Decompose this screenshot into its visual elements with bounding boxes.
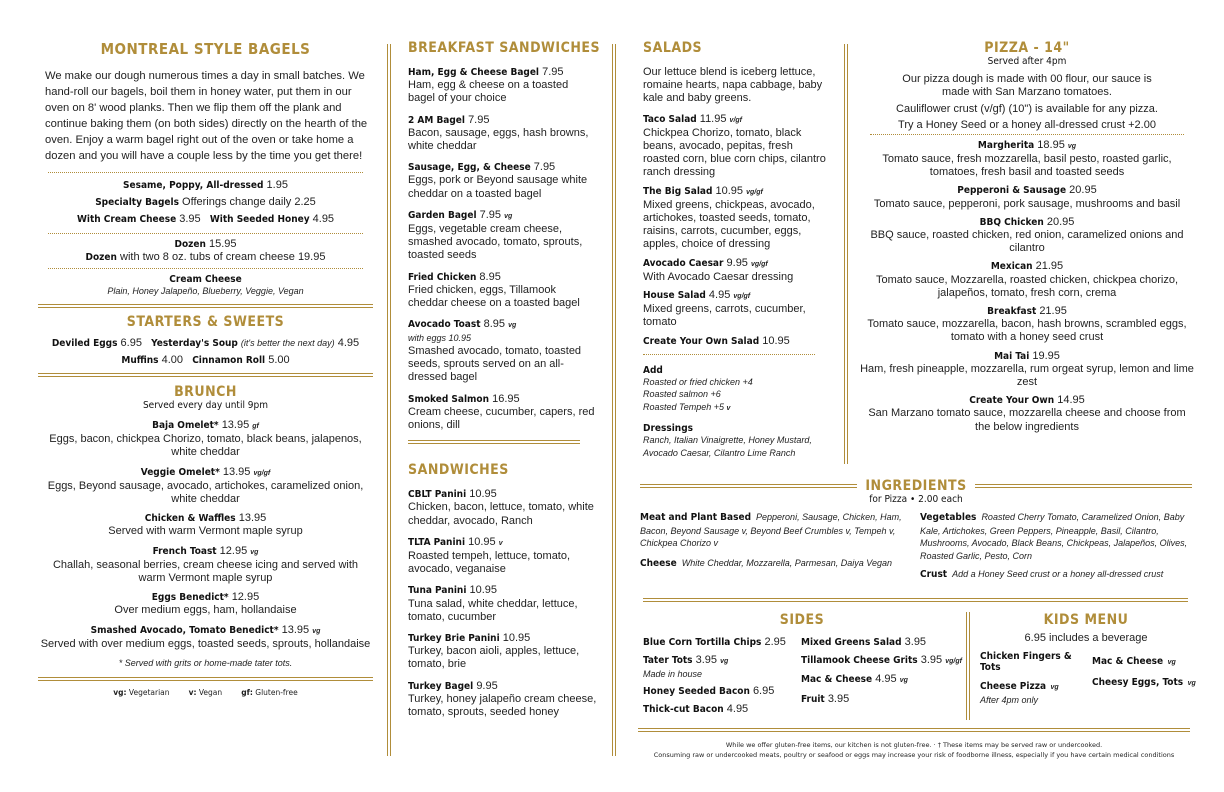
item-header [643,257,829,271]
brunch-list [38,419,373,651]
item-description: Eggs, Beyond sausage, avocado, artichokes, caramelized onion, white cheddar [47,479,364,505]
item-header [860,350,1194,363]
bagel-name: Dozen [174,238,206,250]
diet-tag: vg [1067,142,1077,150]
kids-item: Mac & Cheese [1092,656,1164,668]
price: 19.95 [297,250,326,263]
footer [638,740,1190,760]
price: 7.95 [542,66,564,78]
bagel-name: Dozen [85,251,117,263]
bagel-name: Specialty Bagels [95,197,179,209]
price: 13.95 [222,465,251,478]
salads-title: SALADS [643,40,703,56]
dotted-rule [48,233,363,234]
side-name: Tater Tots [643,655,693,667]
item-header [643,335,829,348]
menu-item [408,393,598,433]
item-description: Mixed greens, chickpeas, avocado, artichokes, toasted seeds, tomato, raisins, carrots, cucumber, eggs, apples, choice of dressing [643,198,815,251]
sandwiches-title: SANDWICHES [408,462,509,479]
price: 10.95 [468,535,496,548]
price: 8.95 [479,270,501,283]
item-header [408,632,598,645]
bagels-title: MONTREAL STYLE BAGELS [100,40,311,58]
ingredient-group: Cheese [640,557,677,569]
menu-item [38,419,373,460]
breakfast-sandwiches-list [408,66,598,432]
double-rule [640,484,857,488]
menu-item [643,185,829,252]
tag: vg [1050,684,1059,692]
price: 4.95 [875,673,897,686]
price: 9.95 [476,679,498,692]
pizza-title: PIZZA - 14" [984,40,1070,56]
item-name: French Toast [152,545,217,557]
column-pizza [860,40,1194,439]
side-name: Fruit [801,693,825,705]
kids-title: KIDS MENU [1043,612,1129,628]
side-name: Honey Seeded Bacon [643,685,750,697]
double-rule [38,304,373,308]
note: Made in house [643,669,703,680]
menu-item [643,335,829,348]
price: 20.95 [1046,215,1075,228]
cream-cheese-title: Cream Cheese [169,274,242,286]
double-rule [975,484,1192,488]
item-header [408,66,598,79]
price: 20.95 [1069,184,1097,197]
column-salads [643,40,829,460]
price: 1.95 [266,179,288,191]
pizza-intro: Cauliflower crust (v/gf) (10") is available for any pizza. [896,103,1158,116]
menu-item [860,260,1194,300]
price: 9.95 [726,256,748,269]
ingredients-subtitle: for Pizza • 2.00 each [869,494,963,505]
menu-item [38,466,373,507]
menu-item [860,305,1194,345]
price: 12.95 [231,591,260,604]
menu-item [408,584,598,624]
item-extra: with eggs 10.95 [408,333,472,344]
item-description: Smashed avocado, tomato, toasted seeds, sprouts served on an all-dressed bagel [408,344,582,384]
item-name: Cinnamon Roll [192,354,266,366]
item-name: 2 AM Bagel [408,114,465,126]
item-name: Mexican [990,261,1033,273]
item-description: Cream cheese, cucumber, capers, red onions, dill [408,405,595,431]
price: 13.95 [221,418,250,431]
item-name: Avocado Caesar [643,257,724,269]
ingredient-list: Add a Honey Seed crust or a honey all-dressed crust [952,569,1164,579]
ingredient-group: Meat and Plant Based [640,512,752,523]
tag: vg/gf [945,658,962,666]
item-header [643,113,829,127]
item-header [408,680,598,693]
item-name: Veggie Omelet* [140,466,220,478]
pizza-list [860,139,1194,434]
item-name: Avocado Toast [408,319,481,331]
item-header [408,114,598,127]
side-name: Blue Corn Tortilla Chips [643,637,762,648]
desc: Offerings change daily [182,196,292,209]
cream-cheese-flavors: Plain, Honey Jalapeño, Blueberry, Veggie, Vegan [107,286,304,297]
price: 13.95 [281,623,310,636]
price: 6.95 [120,336,142,349]
sides-title: SIDES [779,612,825,628]
bagel-name: With Cream Cheese [76,214,177,226]
diet-tag: v/gf [729,116,742,124]
bagel-name: With Seeded Honey [209,214,310,226]
double-rule [643,598,1188,602]
price: 4.95 [337,336,360,349]
item-name: Breakfast [987,306,1037,318]
item-description: Challah, seasonal berries, cream cheese icing and served with warm Vermont maple syrup [52,558,359,584]
item-name: House Salad [643,290,706,302]
price: 4.95 [312,213,335,226]
menu-item [860,350,1194,390]
starters-title: STARTERS & SWEETS [126,313,285,330]
item-description: Ham, fresh pineapple, mozzarella, rum orgeat syrup, lemon and lime zest [860,362,1194,389]
legend: vg: Vegetarian v: Vegan gf: Gluten-free [113,688,298,698]
divider [966,612,970,720]
item-name: Chicken & Waffles [144,513,236,525]
item-description: Eggs, vegetable cream cheese, smashed avocado, tomato, sprouts, toasted seeds [408,223,583,262]
item-name: Fried Chicken [408,271,477,283]
kids-item: Cheese Pizza [980,681,1047,693]
pizza-intro: Our pizza dough is made with 00 flour, our sauce is made with San Marzano tomatoes. [902,73,1152,99]
price: 6.95 [752,684,775,697]
menu-item [38,545,373,586]
menu-item [38,591,373,617]
item-name: Mai Tai [994,350,1030,362]
ingredient-list: Pepperoni, Sausage, Chicken, Ham, Bacon, Beyond Sausage v, Beyond Beef Crumbles v, Tempeh v, Chickpea Chorizo v [640,512,902,548]
menu-item [408,488,598,528]
item-description: Turkey, bacon aioli, apples, lettuce, tomato, brie [408,645,580,671]
item-name: Smashed Avocado, Tomato Benedict* [90,624,279,636]
price: 10.95 [469,584,498,597]
sides-section [643,612,961,716]
dressings-list: Ranch, Italian Vinaigrette, Honey Mustard, Avocado Caesar, Cilantro Lime Ranch [643,435,812,459]
price: 8.95 [483,318,506,331]
item-header [408,393,598,406]
kids-item: Cheesy Eggs, Tots [1092,677,1184,689]
item-name: Margherita [977,139,1035,151]
item-description: Chicken, bacon, lettuce, tomato, white cheddar, avocado, Ranch [408,501,594,527]
side-name: Mac & Cheese [801,674,873,686]
price: 3.95 [179,213,201,226]
kids-item: Chicken Fingers & Tots [980,651,1072,674]
price: 7.95 [479,208,502,221]
menu-item [408,318,598,384]
brunch-title: BRUNCH [174,383,237,400]
menu-item [408,114,598,154]
price: 10.95 [762,334,790,347]
price: 2.25 [294,196,316,209]
footer-note: While we offer gluten-free items, our kitchen is not gluten-free. · † These items may be served raw or undercooked. [725,741,1103,749]
ingredients-title: INGREDIENTS [865,478,967,494]
pizza-subtitle: Served after 4pm [987,56,1067,67]
price: 3.95 [827,692,850,705]
item-description: Roasted tempeh, lettuce, tomato, avocado, veganaise [408,549,571,576]
item-description: Served with warm Vermont maple syrup [108,525,303,538]
pizza-intro: Try a Honey Seed or a honey all-dressed crust +2.00 [898,118,1156,131]
item-header [408,271,598,284]
sandwiches-list [408,488,598,719]
dotted-rule [48,268,363,269]
menu-item [408,161,598,201]
price: 4.00 [161,353,184,366]
item-header [408,536,598,550]
diet-tag: vg/gf [253,469,271,477]
item-description: Tomato sauce, mozzarella, bacon, hash browns, scrambled eggs, tomato with a honey seed crust [867,318,1187,344]
item-header [860,139,1194,153]
footer-note: Consuming raw or undercooked meats, poultry or seafood or eggs may increase your risk of foodborne illness, especially if you have certain medical conditions [653,751,1175,759]
menu-item [408,271,598,311]
add-option: Roasted or fried chicken +4 [643,376,753,387]
item-description: Tomato sauce, Mozzarella, roasted chicken, chickpea chorizo, jalapeños, tomato, fresh corn, crema [875,273,1179,299]
item-header [38,419,373,433]
ingredient-list: White Cheddar, Mozzarella, Parmesan, Daiya Vegan [681,557,892,568]
item-description: Mixed greens, carrots, cucumber, tomato [643,303,806,329]
item-header [38,512,373,525]
diet-tag: vg [312,627,321,635]
item-name: Turkey Bagel [408,680,474,692]
item-description: Chickpea Chorizo, tomato, black beans, avocado, pepitas, fresh roasted corn, blue corn chips, cilantro ranch dressing [643,126,826,179]
tag: v [726,404,731,412]
price: 15.95 [208,237,237,250]
price: 10.95 [715,184,744,197]
item-description: Fried chicken, eggs, Tillamook cheddar cheese on a toasted bagel [408,283,580,310]
menu-item [643,257,829,284]
menu-item [38,624,373,651]
divider [844,44,848,464]
menu-item [860,394,1194,434]
menu-item [643,113,829,180]
double-rule [38,677,373,681]
ingredient-group: Crust [920,569,948,580]
item-description: BBQ sauce, roasted chicken, red onion, caramelized onions and cilantro [870,229,1184,255]
item-header [38,624,373,638]
item-name: Yesterday's Soup [151,337,238,349]
item-description: Eggs, bacon, chickpea Chorizo, tomato, black beans, jalapenos, white cheddar [49,433,362,459]
price: 5.00 [268,353,290,366]
price: 21.95 [1039,305,1067,318]
item-name: Muffins [121,354,159,366]
breakfast-sandwiches-title: BREAKFAST SANDWICHES [408,40,601,56]
item-name: Smoked Salmon [408,393,490,405]
item-name: Ham, Egg & Cheese Bagel [408,67,540,78]
item-header [860,305,1194,318]
price: 3.95 [920,654,943,667]
double-rule [38,373,373,377]
item-header [408,584,598,597]
price: 4.95 [726,703,749,716]
side-name: Mixed Greens Salad [801,637,902,648]
price: 7.95 [533,161,556,174]
price: 16.95 [492,392,520,405]
diet-tag: vg/gf [746,188,763,196]
ingredient-group: Vegetables [920,512,977,523]
dotted-rule [643,354,815,355]
salads-intro: Our lettuce blend is iceberg lettuce, romaine hearts, napa cabbage, baby kale and baby greens. [643,66,823,105]
ingredients-section [640,478,1192,582]
diet-tag: vg [508,322,517,330]
dotted-rule [48,172,363,173]
item-name: BBQ Chicken [979,216,1044,228]
menu-item [860,139,1194,180]
price: 11.95 [699,112,727,125]
menu-item [408,209,598,263]
item-header [38,591,373,604]
price: 2.95 [764,636,786,648]
diet-tag: vg [504,212,513,220]
item-header [408,161,598,174]
add-title: Add [643,364,663,376]
note: After 4pm only [980,695,1039,706]
item-name: Create Your Own Salad [643,335,760,347]
item-name: Baja Omelet* [152,419,219,431]
item-header [643,289,829,303]
double-rule [638,728,1190,732]
price: 19.95 [1032,349,1060,362]
dressings-title: Dressings [643,423,694,435]
item-name: Tuna Panini [408,585,467,597]
tag: vg [1187,680,1196,688]
brunch-note: * Served with grits or home-made tater tots. [118,657,293,668]
price: 18.95 [1037,138,1065,151]
bagel-name: Sesame, Poppy, All-dressed [123,180,264,191]
double-rule [408,440,580,444]
price: 4.95 [708,289,731,302]
item-description: Served with over medium eggs, toasted seeds, sprouts, hollandaise [40,637,371,650]
item-name: Eggs Benedict* [151,592,229,604]
side-name: Thick-cut Bacon [643,704,724,716]
item-header [38,466,373,480]
price: 3.95 [904,636,927,648]
bagels-intro: We make our dough numerous times a day in small batches. We hand-roll our bagels, boil them in honey water, put them in our oven on 8' wood planks. Then we flip them off the plank and continue baking them (on both sides) directly on the hearth of the oven. Enjoy a warm bagel right out of the oven or take home a dozen and you will have a couple less by the time you get there! [45,70,368,162]
kids-subtitle: 6.95 includes a beverage [1024,632,1148,644]
item-description: San Marzano tomato sauce, mozzarella cheese and choose from the below ingredients [868,407,1186,433]
add-option: Roasted salmon +6 [643,389,721,400]
menu-item [408,680,598,720]
item-name: The Big Salad [643,185,713,197]
item-header [860,184,1194,197]
dotted-rule [870,134,1184,135]
price: 7.95 [468,113,490,126]
price: 10.95 [469,488,497,501]
diet-tag: gf [252,422,259,430]
price: 14.95 [1057,394,1085,407]
item-header [643,185,829,199]
item-header [860,216,1194,229]
brunch-subtitle: Served every day until 9pm [142,399,269,411]
tag: vg [720,658,729,666]
price: 12.95 [219,544,248,557]
diet-tag: vg [250,548,259,556]
item-name: CBLT Panini [408,489,467,501]
item-description: Tomato sauce, pepperoni, pork sausage, mushrooms and basil [873,197,1181,210]
divider [612,44,616,756]
item-name: Deviled Eggs [51,337,118,349]
item-header [408,488,598,501]
item-header [38,545,373,559]
menu-item [38,512,373,538]
menu-item [408,632,598,672]
side-name: Tillamook Cheese Grits [801,655,918,667]
item-description: Over medium eggs, ham, hollandaise [114,604,297,617]
column-sandwiches [408,40,601,727]
item-header [408,318,598,332]
menu-item [860,184,1194,210]
item-name: Turkey Brie Panini [408,633,500,644]
menu-item [860,216,1194,256]
tag: vg [1167,659,1176,667]
note: (it's better the next day) [240,337,335,348]
diet-tag: v [498,539,503,547]
salads-list [643,113,829,348]
item-description: Turkey, honey jalapeño cream cheese, tomato, sprouts, seeded honey [408,692,597,719]
item-name: Pepperoni & Sausage [957,185,1067,197]
item-header [408,209,598,223]
menu-item [408,536,598,577]
ingredient-list: Roasted Cherry Tomato, Caramelized Onion, Baby Kale, Artichokes, Green Peppers, Pineapple, Basil, Cilantro, Mushrooms, Avocado, Black Beans, Chickpeas, Jalapeños, Olives, Roasted Garlic, Pesto, Corn [920,512,1188,561]
item-name: Sausage, Egg, & Cheese [408,162,531,174]
price: 13.95 [238,512,267,525]
tag: vg [899,677,908,685]
item-name: Garden Bagel [408,209,477,221]
item-description: With Avocado Caesar dressing [643,270,794,283]
item-description: Bacon, sausage, eggs, hash browns, white cheddar [408,126,589,153]
menu-item [408,66,598,106]
item-description: Eggs, pork or Beyond sausage white cheddar on a toasted bagel [408,174,588,200]
add-option: Roasted Tempeh +5 [643,401,724,412]
item-name: Taco Salad [643,113,697,125]
menu-item [643,289,829,330]
item-name: Create Your Own [969,395,1055,407]
price: 3.95 [695,654,718,667]
item-header [860,394,1194,407]
divider [387,44,391,756]
price: 10.95 [502,632,531,644]
price: 21.95 [1035,260,1064,273]
item-description: Ham, egg & cheese on a toasted bagel of your choice [408,79,569,105]
item-name: TLTA Panini [408,536,466,548]
column-bagels [38,40,373,697]
item-description: Tomato sauce, fresh mozzarella, basil pesto, roasted garlic, tomatoes, fresh basil and toasted seeds [882,153,1172,179]
diet-tag: vg/gf [751,260,768,268]
kids-section [980,612,1196,707]
item-header [860,260,1194,273]
item-description: Tuna salad, white cheddar, lettuce, tomato, cucumber [408,597,578,623]
desc: with two 8 oz. tubs of cream cheese [120,250,295,263]
diet-tag: vg/gf [733,293,751,301]
